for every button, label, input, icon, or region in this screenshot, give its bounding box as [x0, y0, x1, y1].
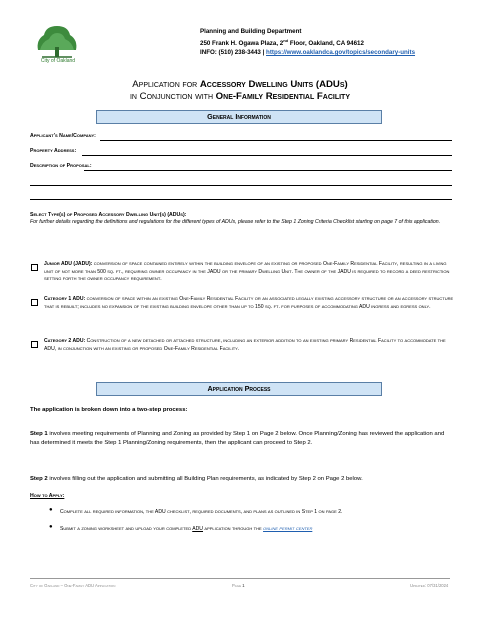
online-permit-center-link[interactable]: online permit center: [263, 526, 313, 532]
step2-paragraph: Step 2 involves filling out the application and submitting all Building Plan requirements, as indicated by Step 2 on Page 2 below.: [30, 476, 363, 482]
process-intro: The application is broken down into a two-step process:: [30, 407, 188, 413]
form-title-line2: in Conjunction with One-Family Residential Facility: [129, 91, 351, 102]
category1-checkbox[interactable]: [31, 299, 38, 306]
adu-type-label: Select Type(s) of Proposed Accessory Dwelling Unit(s) (ADUs):: [30, 212, 187, 218]
description-field-line-1[interactable]: [84, 170, 452, 171]
category2-option: Category 2 ADU: Construction of a new detached or attached structure, including an exterior addition to an existing primary Residential Facility to accommodate the ADU, in conjunction with an existing or proposed One-Family Residential Facility.: [44, 338, 446, 352]
application-process-heading: Application Process: [96, 382, 382, 396]
form-title-line1: Application for Accessory Dwelling Units (ADUs): [132, 79, 348, 90]
department-info: [200, 27, 415, 57]
description-field-line-2[interactable]: [30, 185, 452, 186]
how-to-apply-item-2: Submit a zoning worksheet and upload your completed ADU application through the online permit center: [60, 526, 313, 532]
department-name: Planning and Building Department: [200, 28, 302, 35]
how-to-apply-item-1: Complete all required information, the ADU checklist, required documents, and plans as outlined in Step 1 on page 2.: [60, 509, 343, 515]
secondary-units-link[interactable]: https://www.oaklandca.gov/topics/secondary-units: [266, 49, 416, 57]
logo-label: City of Oakland: [40, 58, 76, 64]
step1-paragraph: Step 1 involves meeting requirements of Planning and Zoning as provided by Step 1 on Page 2 below. Once Planning/Zoning has reviewed the application and has determined it meets the Step 1 Planning/Zoning requirements, then the applicant can proceed to Step 2.: [30, 431, 445, 446]
applicant-name-label: Applicant's Name/Company:: [30, 133, 96, 139]
adu-type-note: For further details regarding the definitions and regulations for the different types of ADUs, please refer to the Step 1 Zoning Criteria Checklist starting on page 7 of this application.: [30, 219, 441, 225]
jadu-checkbox[interactable]: [31, 264, 38, 271]
department-contact: INFO: (510) 238-3443 | https://www.oaklandca.gov/topics/secondary-units: [200, 49, 416, 57]
footer-updated: Updated: 07/31/2024: [410, 583, 449, 588]
category1-option: Category 1 ADU: conversion of space within an existing One-Family Residential Facility or an associated legally existing accessory structure or an accessory structure that is rebuilt; includes no expansion of the existing building envelope other than up to 150 sq. ft. for purposes of accommodating ADU ingress and egress only.: [44, 296, 454, 310]
description-label: Description of Proposal:: [30, 163, 92, 169]
footer-divider: [30, 578, 450, 579]
bullet-icon: ●: [49, 507, 53, 513]
bullet-icon: ●: [49, 524, 53, 530]
applicant-name-field[interactable]: [100, 140, 452, 141]
category2-checkbox[interactable]: [31, 341, 38, 348]
how-to-apply-label: How to Apply:: [30, 493, 65, 499]
general-information-heading: General Information: [96, 110, 382, 124]
property-address-label: Property Address:: [30, 148, 77, 154]
jadu-option: Junior ADU (JADU): conversion of space contained entirely within the building envelope of an existing or proposed One-Family Residential Facility, resulting in a living unit of not more than 500 sq. ft., requiring owner occupancy in the JADU or the primary Dwelling Unit. The owner of the JADU is required to record a deed restriction setting forth the owner occupancy requirement.: [44, 261, 450, 283]
department-address: 250 Frank H. Ogawa Plaza, 2nd Floor, Oakland, CA 94612: [200, 38, 364, 48]
property-address-field[interactable]: [82, 155, 452, 156]
description-field-line-3[interactable]: [30, 199, 452, 200]
footer-left: City of Oakland – One-Family ADU Application: [30, 583, 116, 588]
footer-page: Page 1: [232, 583, 245, 588]
